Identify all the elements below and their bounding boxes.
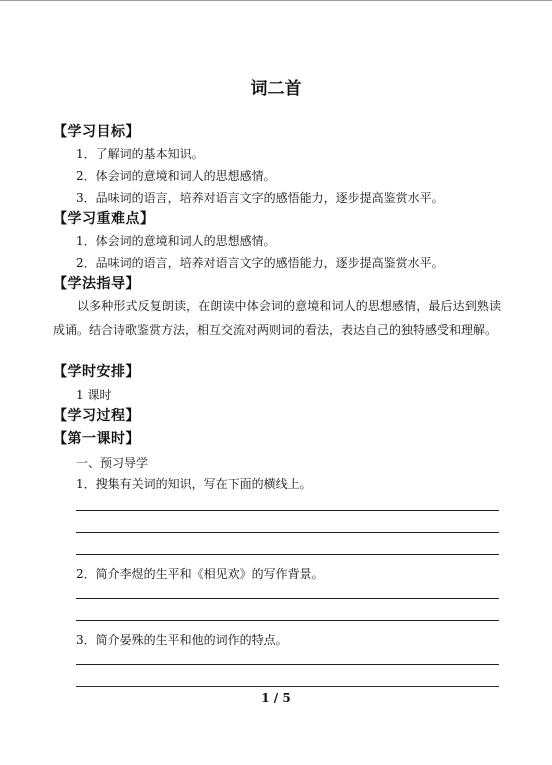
answer-line	[76, 620, 499, 621]
goal-item-2: 2．体会词的意境和词人的思想感情。	[76, 169, 276, 183]
key-point-item-1: 1．体会词的意境和词人的思想感情。	[76, 234, 276, 248]
goal-item-1: 1．了解词的基本知识。	[76, 147, 204, 161]
schedule-text: 1 课时	[76, 388, 112, 402]
heading-schedule: 【学时安排】	[53, 364, 140, 380]
document-title: 词二首	[250, 79, 302, 99]
answer-line	[76, 532, 499, 533]
answer-line	[76, 554, 499, 555]
goal-item-3: 3．品味词的语言，培养对语言文字的感悟能力，逐步提高鉴赏水平。	[76, 191, 444, 205]
top-divider	[0, 0, 552, 1]
preview-guide-label: 一、预习导学	[76, 456, 149, 470]
answer-line	[76, 664, 499, 665]
answer-line	[76, 510, 499, 511]
question-1: 1．搜集有关词的知识，写在下面的横线上。	[76, 477, 312, 491]
heading-learning-process: 【学习过程】	[53, 408, 140, 424]
key-point-item-2: 2．品味词的语言，培养对语言文字的感悟能力，逐步提高鉴赏水平。	[76, 256, 444, 270]
page-number: 1 / 5	[261, 691, 291, 705]
heading-key-points: 【学习重难点】	[53, 211, 155, 227]
answer-line	[76, 598, 499, 599]
question-3: 3．简介晏殊的生平和他的词作的特点。	[76, 633, 288, 647]
footer-divider	[76, 686, 499, 687]
heading-lesson-1: 【第一课时】	[53, 431, 140, 447]
question-2: 2．简介李煜的生平和《相见欢》的写作背景。	[76, 567, 324, 581]
study-method-paragraph: 以多种形式反复朗读，在朗读中体会词的意境和词人的思想感情，最后达到熟读成诵。结合诗歌鉴赏方法，相互交流对两则词的看法，表达自己的独特感受和理解。	[53, 299, 501, 337]
heading-learning-goals: 【学习目标】	[53, 124, 140, 140]
heading-study-method: 【学法指导】	[53, 276, 140, 292]
